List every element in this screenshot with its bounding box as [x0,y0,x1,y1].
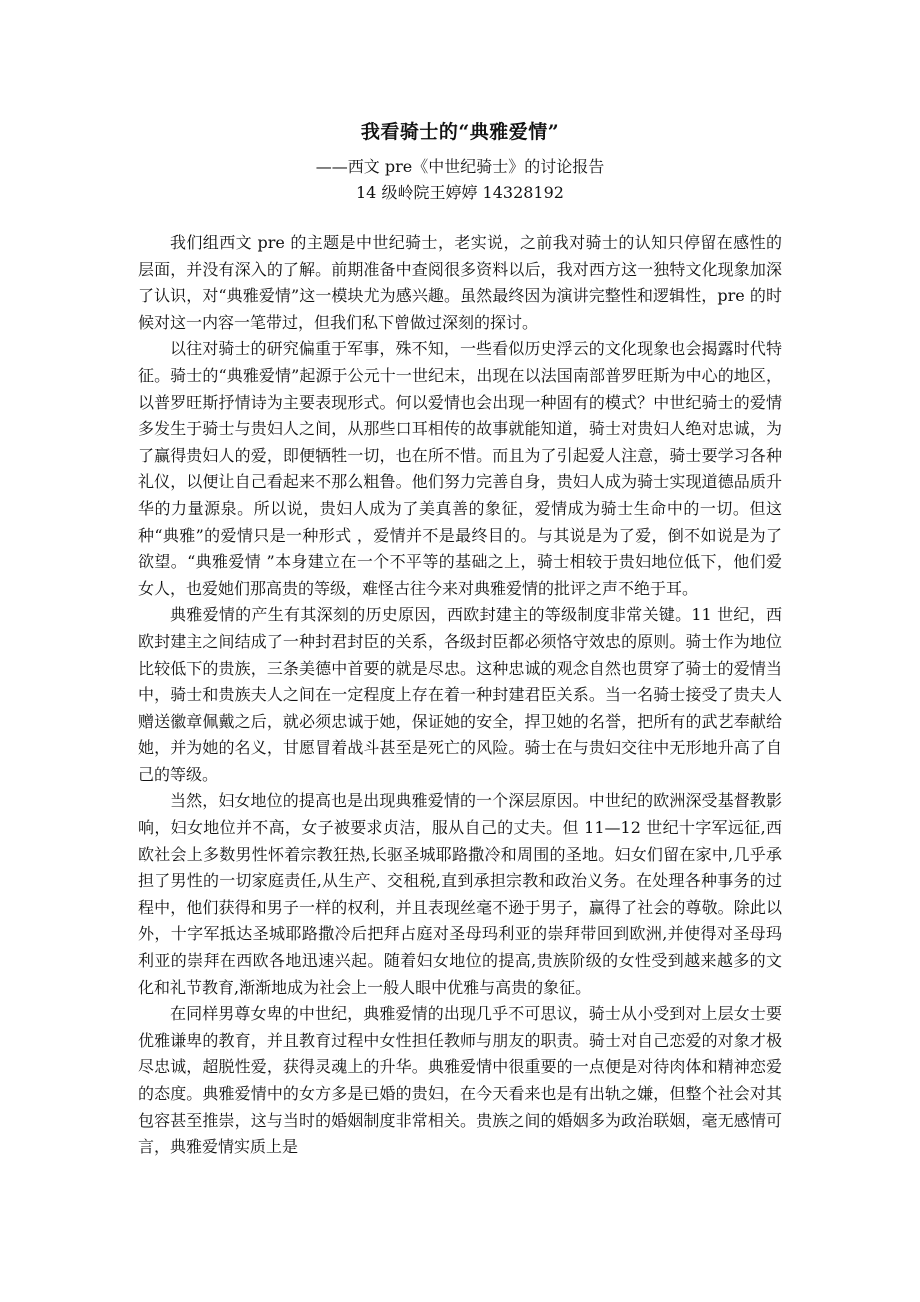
paragraph-5: 在同样男尊女卑的中世纪，典雅爱情的出现几乎不可思议，骑士从小受到对上层女士要优雅谦卑的教育，并且教育过程中女性担任教师与朋友的职责。骑士对自己恋爱的对象才极尽忠诚，超脱性爱，获得灵魂上的升华。典雅爱情中很重要的一点便是对待肉体和精神恋爱的态度。典雅爱情中的女方多是已婚的贵妇，在今天看来也是有出轨之嫌，但整个社会对其包容甚至推崇，这与当时的婚姻制度非常相关。贵族之间的婚姻多为政治联姻，毫无感情可言，典雅爱情实质上是 [138,1004,782,1157]
paragraph-4: 当然，妇女地位的提高也是出现典雅爱情的一个深层原因。中世纪的欧洲深受基督教影响，妇女地位并不高，女子被要求贞洁，服从自己的丈夫。但 11—12 世纪十字军远征,西欧社会上多数男性怀着宗教狂热,长驱圣城耶路撒冷和周围的圣地。妇女们留在家中,几乎承担了男性的一切家庭责任,从生产、交租税,直到承担宗教和政治义务。在处理各种事务的过程中，他们获得和男子一样的权利，并且表现丝毫不逊于男子，赢得了社会的尊敬。除此以外，十字军抵达圣城耶路撒冷后把拜占庭对圣母玛利亚的崇拜带回到欧洲,并使得对圣母玛利亚的崇拜在西欧各地迅速兴起。随着妇女地位的提高,贵族阶级的女性受到越来越多的文化和礼节教育,渐渐地成为社会上一般人眼中优雅与高贵的象征。 [138,791,782,997]
document-page [138,118,782,1161]
document-title: 我看骑士的“典雅爱情” [360,121,560,143]
paragraph-1: 我们组西文 pre 的主题是中世纪骑士，老实说，之前我对骑士的认知只停留在感性的层面，并没有深入的了解。前期准备中查阅很多资料以后，我对西方这一独特文化现象加深了认识，对“典雅爱情”这一模块尤为感兴趣。虽然最终因为演讲完整性和逻辑性，pre 的时候对这一内容一笔带过，但我们私下曾做过深刻的探讨。 [138,233,782,332]
paragraph-3: 典雅爱情的产生有其深刻的历史原因，西欧封建主的等级制度非常关键。11 世纪，西欧封建主之间结成了一种封君封臣的关系，各级封臣都必须恪守效忠的原则。骑士作为地位比较低下的贵族，三条美德中首要的就是尽忠。这种忠诚的观念自然也贯穿了骑士的爱情当中，骑士和贵族夫人之间在一定程度上存在着一种封建君臣关系。当一名骑士接受了贵夫人赠送徽章佩戴之后，就必须忠诚于她，保证她的安全，捍卫她的名誉，把所有的武艺奉献给她，并为她的名义，甘愿冒着战斗甚至是死亡的风险。骑士在与贵妇交往中无形地升高了自己的等级。 [138,605,782,784]
document-subtitle: ——西文 pre《中世纪骑士》的讨论报告 [315,157,605,176]
author-line: 14 级岭院王婷婷 14328192 [356,183,564,202]
paragraph-2: 以往对骑士的研究偏重于军事，殊不知，一些看似历史浮云的文化现象也会揭露时代特征。骑士的“典雅爱情”起源于公元十一世纪末，出现在以法国南部普罗旺斯为中心的地区，以普罗旺斯抒情诗为主要表现形式。何以爱情也会出现一种固有的模式？中世纪骑士的爱情多发生于骑士与贵妇人之间，从那些口耳相传的故事就能知道，骑士对贵妇人绝对忠诚，为了赢得贵妇人的爱，即便牺牲一切，也在所不惜。而且为了引起爱人注意，骑士要学习各种礼仪，以便让自己看起来不那么粗鲁。他们努力完善自身，贵妇人成为骑士实现道德品质升华的力量源泉。所以说，贵妇人成为了美真善的象征，爱情成为骑士生命中的一切。但这种“典雅”的爱情只是一种形式 ，爱情并不是最终目的。与其说是为了爱，倒不如说是为了欲望。“典雅爱情 ”本身建立在一个不平等的基础之上，骑士相较于贵妇地位低下，他们爱女人，也爱她们那高贵的等级，难怪古往今来对典雅爱情的批评之声不绝于耳。 [138,339,782,598]
